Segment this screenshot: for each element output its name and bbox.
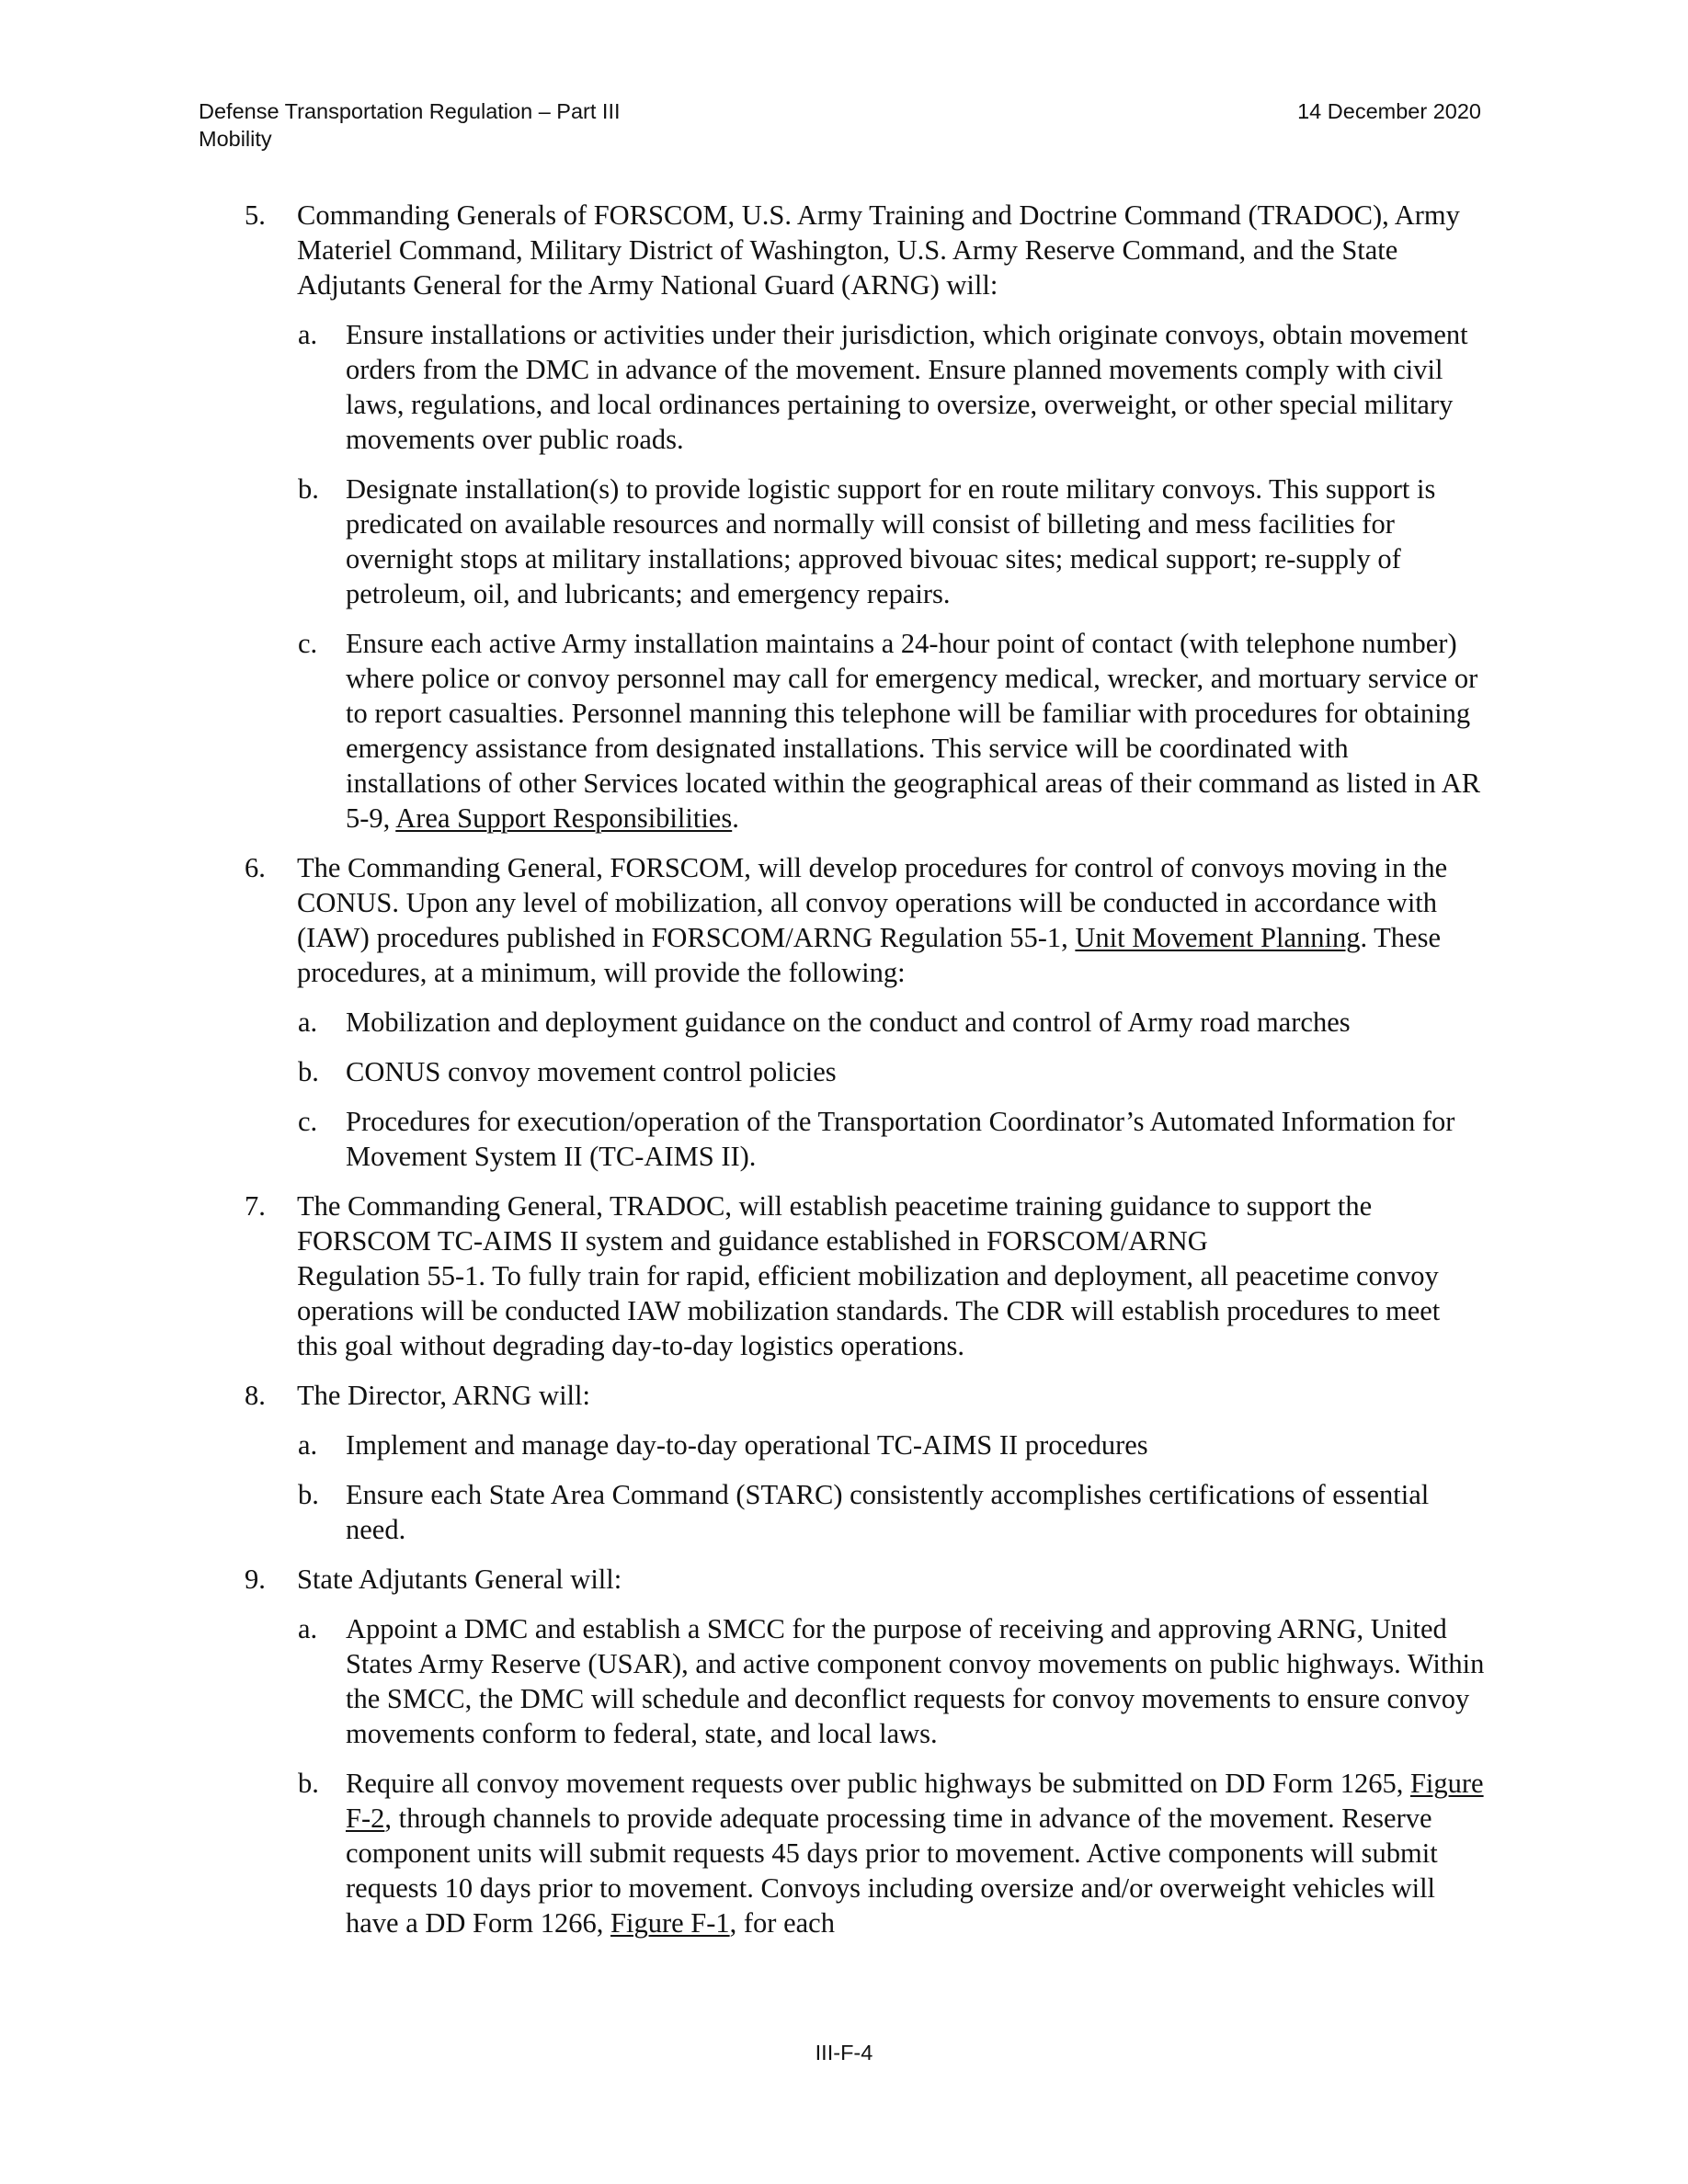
sub-item-6a (298, 1005, 1486, 1040)
sub-item-6b (298, 1054, 1486, 1089)
document-body (0, 198, 1688, 1955)
sub-item-6c (298, 1104, 1486, 1174)
sub-item-letter: a. (298, 1007, 318, 1038)
figure-link-f1[interactable]: Figure F-1 (610, 1907, 730, 1939)
sub-item-text: Designate installation(s) to provide logistic support for en route military convoys. This support is predicated on available resources and normally will consist of billeting and mess facilities for overnight stops at military installations; approved bivouac sites; medical support; re-supply of petroleum, oil, and lubricants; and emergency repairs. (346, 473, 1436, 609)
document-title: Defense Transportation Regulation – Part III (199, 99, 621, 123)
sub-item-8a (298, 1428, 1486, 1462)
sub-item-letter: c. (298, 628, 318, 659)
list-item-5 (245, 198, 1483, 302)
document-subtitle: Mobility (199, 127, 272, 151)
item-text-end: . These procedures, at a minimum, will provide the following: (297, 922, 1441, 988)
item-text: Regulation 55-1. To fully train for rapid, efficient mobilization and deployment, all peacetime convoy operations will be conducted IAW mobilization standards. The CDR will establish procedures to meet this goal without degrading day-to-day logistics operations. (297, 1260, 1441, 1361)
sub-item-text: Ensure each active Army installation maintains a 24-hour point of contact (with telephone number) where police or convoy personnel may call for emergency medical, wrecker, and mortuary service or to report casualties. Personnel manning this telephone will be familiar with procedures for obtaining emergency assistance from designated installations. This service will be coordinated with installations of other Services located within the geographical areas of their command as listed in AR 5-9, (346, 628, 1481, 834)
list-item-6 (245, 850, 1483, 990)
sub-item-text: Ensure installations or activities under their jurisdiction, which originate convoys, obtain movement orders from the DMC in advance of the movement. Ensure planned movements comply with civil laws, regulations, and local ordinances pertaining to oversize, overweight, or other special military movements over public roads. (346, 319, 1468, 455)
item-number: 8. (245, 1380, 266, 1411)
sub-item-text: Appoint a DMC and establish a SMCC for the purpose of receiving and approving ARNG, United States Army Reserve (USAR), and active component convoy movements on public highways. Within the SMCC, the DMC will schedule and deconflict requests for convoy movements to ensure convoy movements conform to federal, state, and local laws. (346, 1613, 1485, 1749)
page-header (199, 97, 1481, 153)
sub-item-text: Implement and manage day-to-day operational TC-AIMS II procedures (346, 1429, 1148, 1461)
sub-item-letter: b. (298, 1768, 319, 1799)
reference-link-unit-movement-planning[interactable]: Unit Movement Planning (1075, 922, 1361, 953)
sub-item-text-middle: , through channels to provide adequate processing time in advance of the movement. Reserve component units will submit requests 45 days prior to movement. Active components will submit requests 10 days prior to movement. Convoys including oversize and/or overweight vehicles will have a DD Form 1266, (346, 1803, 1438, 1939)
page-number: III-F-4 (815, 2041, 873, 2065)
sub-item-8b (298, 1477, 1486, 1547)
item-number: 6. (245, 852, 266, 883)
item-text-line: The Commanding General, TRADOC, will establish peacetime training guidance to support the (297, 1190, 1373, 1222)
sub-item-text: Require all convoy movement requests over public highways be submitted on DD Form 1265, (346, 1768, 1410, 1799)
list-item-9 (245, 1562, 1483, 1597)
sub-item-letter: b. (298, 1479, 319, 1510)
sub-item-text: CONUS convoy movement control policies (346, 1056, 837, 1087)
item-text-line: FORSCOM TC-AIMS II system and guidance established in FORSCOM/ARNG (297, 1225, 1208, 1257)
item-text: Commanding Generals of FORSCOM, U.S. Army Training and Doctrine Command (TRADOC), Army Materiel Command, Military District of Washington, U.S. Army Reserve Command, and the State Adjutants General for the Army National Guard (ARNG) will: (297, 199, 1460, 301)
item-text: The Commanding General, FORSCOM, will develop procedures for control of convoys moving in the CONUS. Upon any level of mobilization, all convoy operations will be conducted in accordance with (IAW) procedures published in FORSCOM/ARNG Regulation 55-1, (297, 852, 1448, 953)
sub-item-5b (298, 472, 1486, 611)
item-text: The Director, ARNG will: (297, 1380, 590, 1411)
item-number: 5. (245, 199, 266, 231)
sub-item-5c (298, 626, 1486, 836)
sub-item-letter: a. (298, 319, 318, 350)
sub-item-text: Mobilization and deployment guidance on the conduct and control of Army road marches (346, 1007, 1351, 1038)
list-item-7 (245, 1189, 1483, 1363)
reference-link-area-support[interactable]: Area Support Responsibilities (395, 802, 733, 834)
item-number: 7. (245, 1190, 266, 1222)
sub-item-5a (298, 317, 1486, 457)
list-item-8 (245, 1378, 1483, 1413)
item-text: State Adjutants General will: (297, 1564, 622, 1595)
sub-item-text: Procedures for execution/operation of the Transportation Coordinator’s Automated Information for Movement System II (TC-AIMS II). (346, 1106, 1455, 1172)
sub-item-text: Ensure each State Area Command (STARC) consistently accomplishes certifications of essential need. (346, 1479, 1430, 1545)
sub-item-letter: b. (298, 473, 319, 505)
sub-item-9a (298, 1611, 1486, 1751)
sub-item-letter: a. (298, 1613, 318, 1644)
sub-item-9b (298, 1766, 1486, 1940)
sub-item-letter: b. (298, 1056, 319, 1087)
document-date: 14 December 2020 (1297, 99, 1481, 123)
item-number: 9. (245, 1564, 266, 1595)
sub-item-text-end: , for each (729, 1907, 835, 1939)
figure-link-f2[interactable]: Figure F-2 (346, 1768, 1484, 1834)
sub-item-letter: a. (298, 1429, 318, 1461)
sub-item-text-end: . (732, 802, 739, 834)
sub-item-letter: c. (298, 1106, 318, 1137)
